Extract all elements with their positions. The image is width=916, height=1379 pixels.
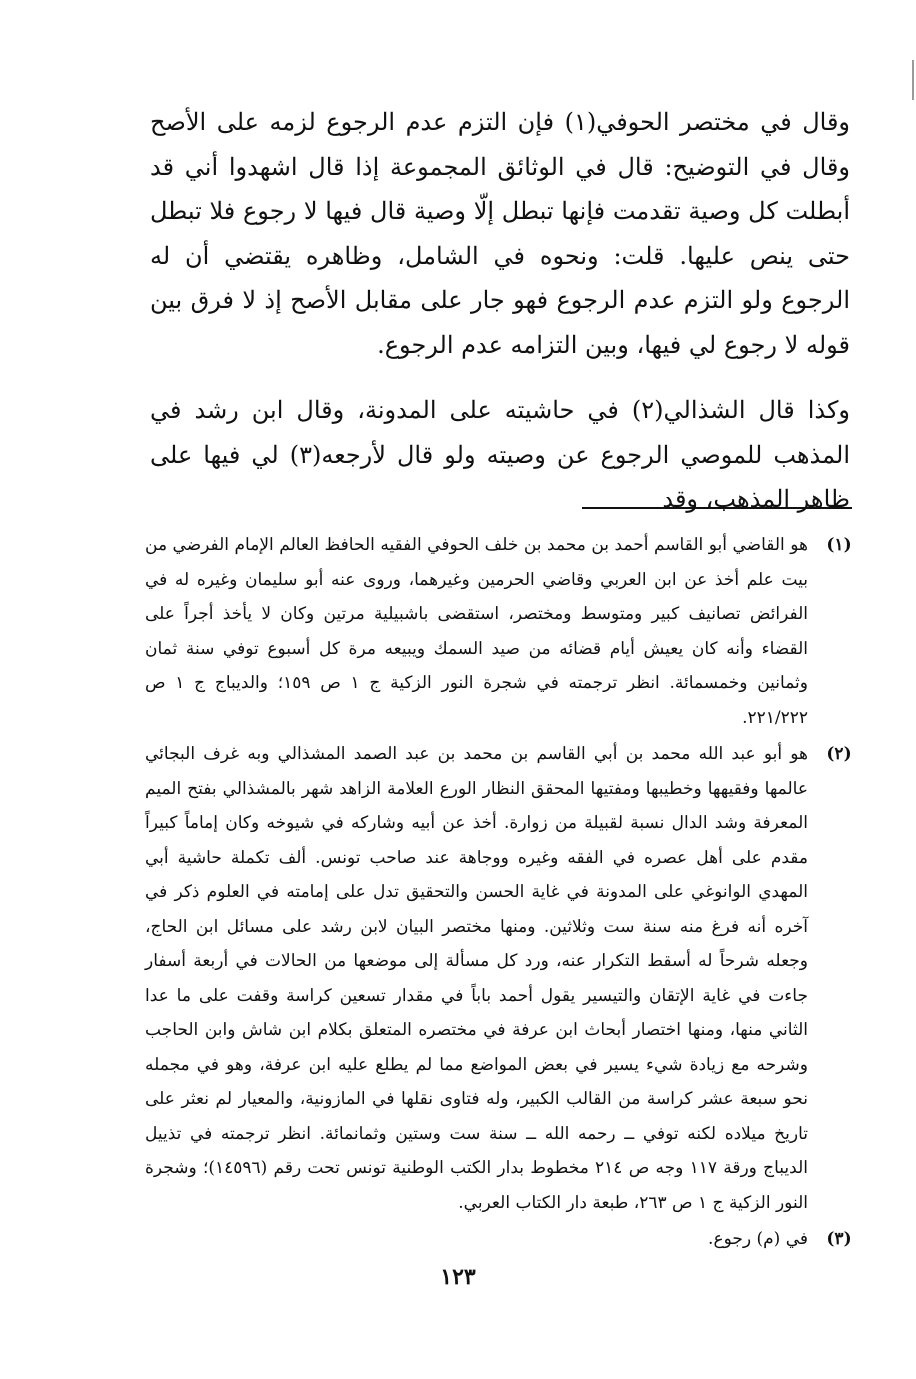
footnote-text: في (م) رجوع. — [708, 1229, 808, 1249]
footnotes-section — [145, 528, 860, 1259]
footnote-separator — [582, 507, 852, 509]
footnote-3 — [145, 1222, 860, 1257]
scan-edge-mark — [912, 60, 914, 100]
main-paragraph-1: وقال في مختصر الحوفي(١) فإن التزم عدم الرجوع لزمه على الأصح وقال في التوضيح: قال في الوثائق المجموعة إذا قال اشهدوا أني قد أبطلت كل وصية تقدمت فإنها تبطل إلّا وصية قال فيها لا رجوع فلا تبطل حتى ينص عليها. قلت: ونحوه في الشامل، وظاهره يقتضي أن له الرجوع ولو التزم عدم الرجوع فهو جار على مقابل الأصح إذ لا فرق بين قوله لا رجوع لي فيها، وبين التزامه عدم الرجوع. — [150, 108, 850, 359]
page-number: ١٢٣ — [440, 1264, 476, 1290]
main-paragraph-2: وكذا قال الشذالي(٢) في حاشيته على المدونة، وقال ابن رشد في المذهب للموصي الرجوع عن وصيته ولو قال لأرجعه(٣) لي فيها على ظاهر المذهب، وقد — [150, 396, 850, 513]
footnote-text: هو أبو عبد الله محمد بن أبي القاسم بن محمد بن عبد الصمد المشذالي وبه غرف البجائي عالمها وفقيهها وخطيبها ومفتيها المحقق النظار الورع العلامة الزاهد شهر بالمشذالي بفتح الميم المعرفة وشد الدال نسبة لقبيلة من زوارة. أخذ عن أبيه وشاركه في شيوخه وكان إماماً كبيراً مقدم على أهل عصره في الفقه وغيره ووجاهة عند صاحب تونس. ألف تكملة حاشية أبي المهدي الوانوغي على المدونة في غاية الحسن والتحقيق تدل على إمامته في العلوم ذكر في آخره أنه فرغ منه سنة ست وثلاثين. ومنها مختصر البيان لابن رشد على مسائل ابن الحاج، وجعله شرحاً له أسقط التكرار عنه، ورد كل مسألة إلى موضعها من الحالات في أربعة أسفار جاءت في غاية الإتقان والتيسير يقول أحمد باباً في مقدار تسعين كراسة وقفت على ما عدا الثاني منها، ومنها اختصار أبحاث ابن عرفة في مختصره المتعلق بكلام ابن شاش وابن الحاجب وشرحه مع زيادة شيء يسير في بعض المواضع مما لم يطلع عليه ابن عرفة، وهو في مجمله نحو سبعة عشر كراسة من القالب الكبير، وله فتاوى نقلها في المازونية، والمعيار لم نعثر على تاريخ ميلاده لكنه توفي ــ رحمه الله ــ سنة ست وستين وثمانمائة. انظر ترجمته في تذييل الديباج ورقة ١١٧ وجه ص ٢١٤ مخطوط بدار الكتب الوطنية تونس تحت رقم (١٤٥٩٦)؛ وشجرة النور الزكية ج ١ ص ٢٦٣، طبعة دار الكتاب العربي. — [145, 744, 808, 1213]
footnote-number: (٣) — [826, 1229, 852, 1249]
footnote-number: (٢) — [826, 744, 852, 764]
footnote-1 — [145, 528, 860, 735]
footnote-text: هو القاضي أبو القاسم أحمد بن محمد بن خلف الحوفي الفقيه الحافظ العالم الإمام الفرضي من بيت علم أخذ عن ابن العربي وقاضي الحرمين وغيرهما، وروى عنه أبو سليمان وغيره له في الفرائض تصانيف كبير ومتوسط ومختصر، استقضى باشبيلية مرتين وكان لا يأخذ أجراً على القضاء وأنه كان يعيش أيام قضائه من صيد السمك ويبيعه مرة كل أسبوع توفي سنة ثمان وثمانين وخمسمائة. انظر ترجمته في شجرة النور الزكية ج ١ ص ١٥٩؛ والديباج ج ١ ص ٢٢١/٢٢٢. — [145, 535, 808, 728]
footnote-number: (١) — [826, 535, 852, 555]
footnote-2 — [145, 737, 860, 1220]
